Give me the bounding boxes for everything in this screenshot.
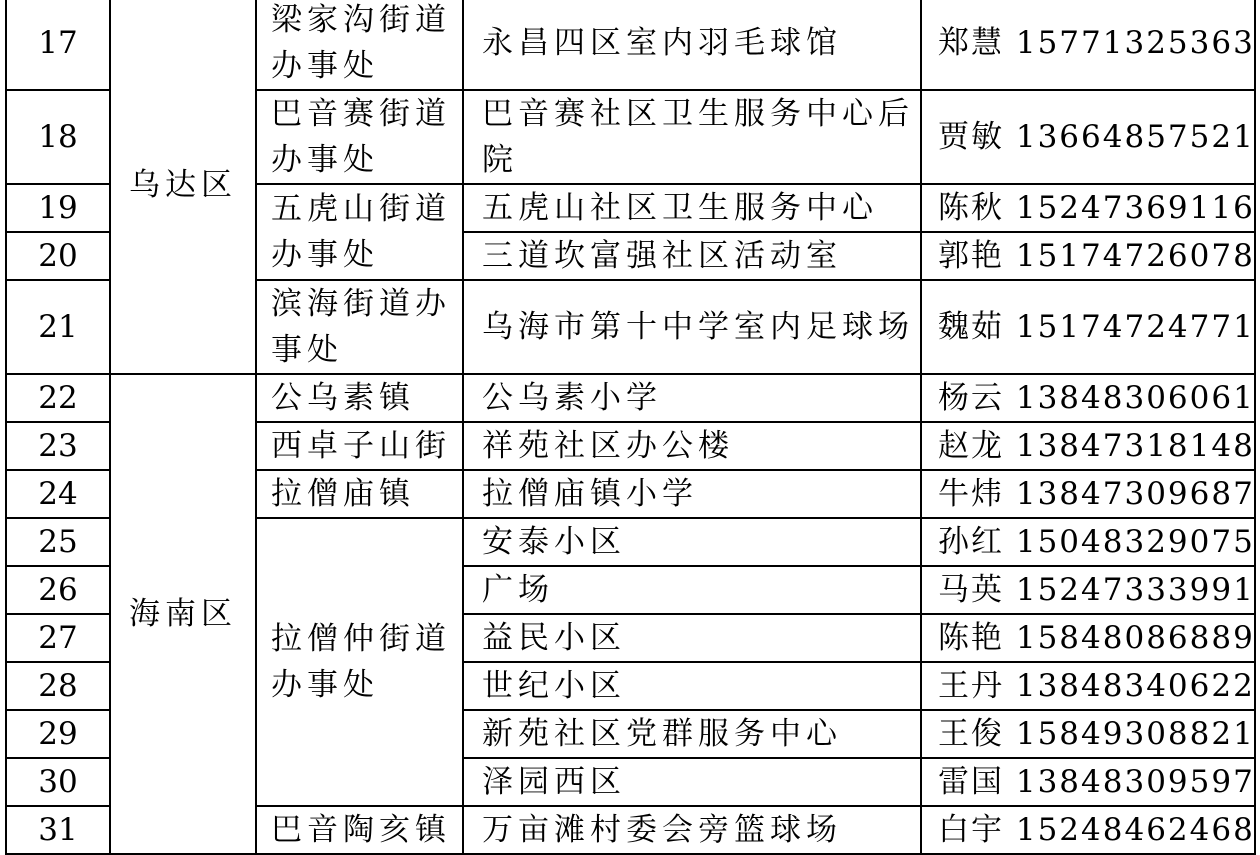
street-office: 五虎山街道办事处	[256, 184, 463, 280]
street-office: 拉僧庙镇	[256, 470, 463, 518]
contact-person: 魏茹 15174724771	[921, 280, 1255, 374]
site-name: 益民小区	[463, 614, 921, 662]
row-number: 20	[6, 232, 110, 280]
site-name: 泽园西区	[463, 758, 921, 806]
site-name: 巴音赛社区卫生服务中心后院	[463, 90, 921, 184]
site-name: 乌海市第十中学室内足球场	[463, 280, 921, 374]
row-number: 27	[6, 614, 110, 662]
contact-person: 陈秋 15247369116	[921, 184, 1255, 232]
site-name: 拉僧庙镇小学	[463, 470, 921, 518]
contact-person: 王丹 13848340622	[921, 662, 1255, 710]
contact-person: 白宇 15248462468	[921, 806, 1255, 854]
contact-person: 雷国 13848309597	[921, 758, 1255, 806]
site-name: 三道坎富强社区活动室	[463, 232, 921, 280]
row-number: 21	[6, 280, 110, 374]
row-number: 28	[6, 662, 110, 710]
contact-person: 牛炜 13847309687	[921, 470, 1255, 518]
street-office: 巴音赛街道办事处	[256, 90, 463, 184]
street-office: 梁家沟街道办事处	[256, 0, 463, 90]
site-name: 广场	[463, 566, 921, 614]
site-name: 万亩滩村委会旁篮球场	[463, 806, 921, 854]
site-name: 公乌素小学	[463, 374, 921, 422]
district-cell: 海南区	[110, 374, 256, 854]
site-name: 新苑社区党群服务中心	[463, 710, 921, 758]
street-office: 滨海街道办事处	[256, 280, 463, 374]
site-name: 永昌四区室内羽毛球馆	[463, 0, 921, 90]
district-cell: 乌达区	[110, 0, 256, 374]
row-number: 24	[6, 470, 110, 518]
street-office: 拉僧仲街道办事处	[256, 518, 463, 806]
contact-person: 郭艳 15174726078	[921, 232, 1255, 280]
street-office: 巴音陶亥镇	[256, 806, 463, 854]
site-table	[5, 0, 1256, 855]
row-number: 31	[6, 806, 110, 854]
contact-person: 郑慧 15771325363	[921, 0, 1255, 90]
row-number: 19	[6, 184, 110, 232]
site-name: 世纪小区	[463, 662, 921, 710]
contact-person: 孙红 15048329075	[921, 518, 1255, 566]
row-number: 22	[6, 374, 110, 422]
contact-person: 杨云 13848306061	[921, 374, 1255, 422]
contact-person: 王俊 15849308821	[921, 710, 1255, 758]
contact-person: 贾敏 13664857521	[921, 90, 1255, 184]
contact-person: 陈艳 15848086889	[921, 614, 1255, 662]
street-office: 公乌素镇	[256, 374, 463, 422]
contact-person: 赵龙 13847318148	[921, 422, 1255, 470]
contact-person: 马英 15247333991	[921, 566, 1255, 614]
row-number: 25	[6, 518, 110, 566]
row-number: 23	[6, 422, 110, 470]
row-number: 26	[6, 566, 110, 614]
row-number: 17	[6, 0, 110, 90]
site-name: 安泰小区	[463, 518, 921, 566]
row-number: 18	[6, 90, 110, 184]
table-row	[6, 374, 1255, 422]
row-number: 29	[6, 710, 110, 758]
site-name: 祥苑社区办公楼	[463, 422, 921, 470]
row-number: 30	[6, 758, 110, 806]
street-office: 西卓子山街	[256, 422, 463, 470]
table-row	[6, 0, 1255, 90]
site-name: 五虎山社区卫生服务中心	[463, 184, 921, 232]
